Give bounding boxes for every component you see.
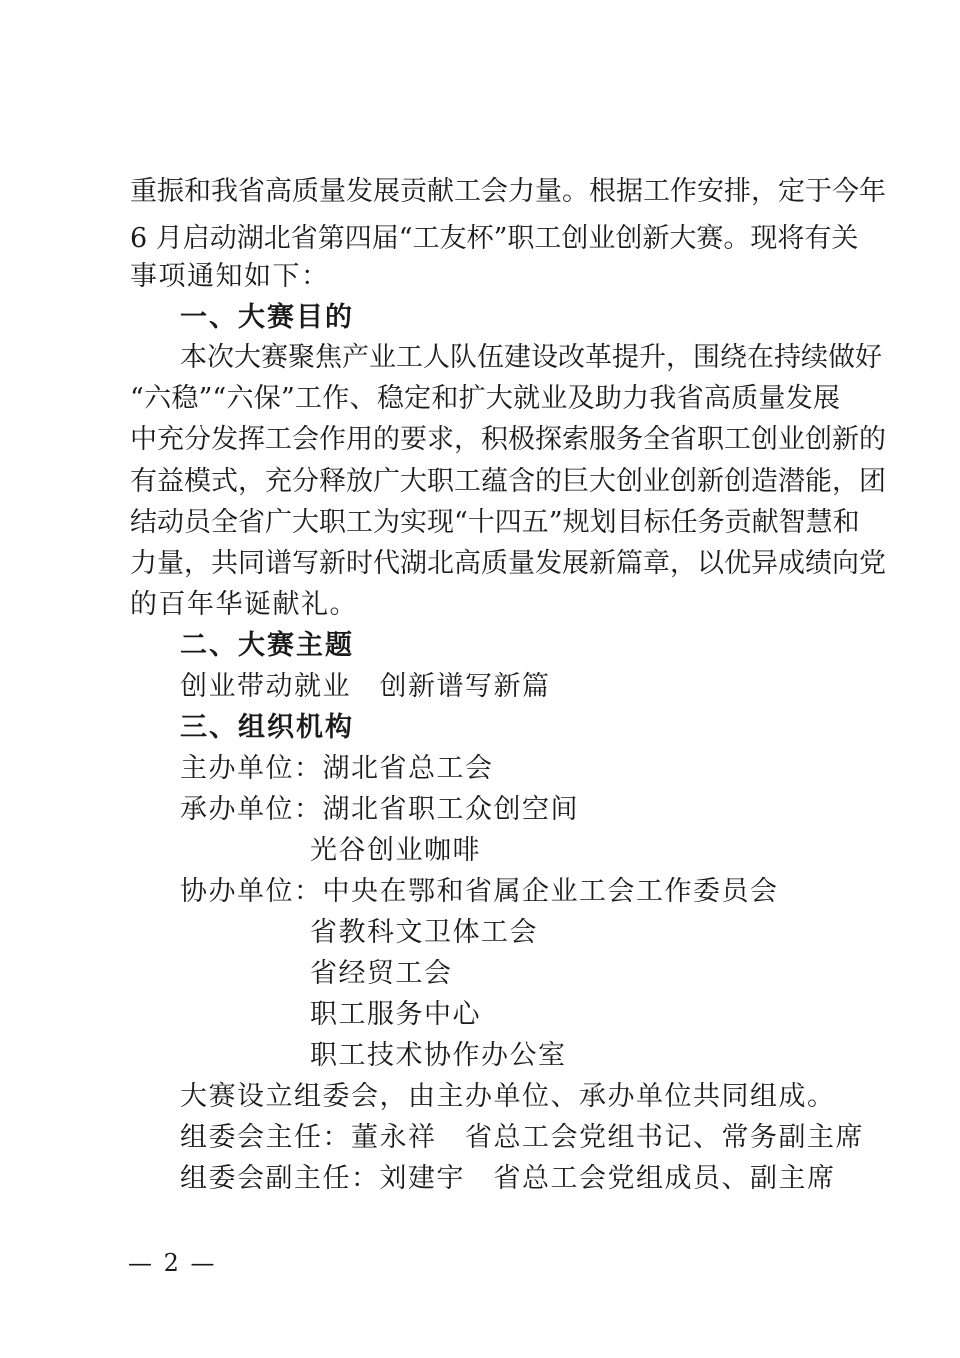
organizer-row xyxy=(180,794,579,826)
co-organizer-value-1: 中央在鄂和省属企业工会工作委员会 xyxy=(322,876,779,907)
host-row xyxy=(180,753,494,785)
co-organizer-value-3: 省经贸工会 xyxy=(310,958,453,989)
section1-line-1: 本次大赛聚焦产业工人队伍建设改革提升，围绕在持续做好 xyxy=(180,342,882,373)
section1-line-4: 有益模式，充分释放广大职工蕴含的巨大创业创新创造潜能，团 xyxy=(130,466,886,497)
intro-line-2: 6 月启动湖北省第四届“工友杯”职工创业创新大赛。现将有关 xyxy=(130,223,859,254)
intro-line-3: 事项通知如下： xyxy=(130,261,330,292)
section1-line-5: 结动员全省广大职工为实现“十四五”规划目标任务贡献智慧和 xyxy=(130,507,860,538)
section1-line-6: 力量，共同谱写新时代湖北高质量发展新篇章，以优异成绩向党 xyxy=(130,548,886,579)
section1-line-2: “六稳”“六保”工作、稳定和扩大就业及助力我省高质量发展 xyxy=(130,383,840,414)
section1-line-3: 中充分发挥工会作用的要求，积极探索服务全省职工创业创新的 xyxy=(130,424,886,455)
co-organizer-label: 协办单位： xyxy=(180,876,323,907)
page-number: — 2 — xyxy=(128,1249,217,1277)
committee-deputy: 组委会副主任：刘建宇 省总工会党组成员、副主席 xyxy=(180,1163,836,1194)
section2-theme: 创业带动就业 创新谱写新篇 xyxy=(180,671,551,702)
host-value: 湖北省总工会 xyxy=(322,753,494,784)
organizer-value-1: 湖北省职工众创空间 xyxy=(322,794,579,825)
co-organizer-value-2: 省教科文卫体工会 xyxy=(310,917,538,948)
section2-heading: 二、大赛主题 xyxy=(180,630,354,661)
co-organizer-value-5: 职工技术协作办公室 xyxy=(310,1040,567,1071)
committee-note: 大赛设立组委会，由主办单位、承办单位共同组成。 xyxy=(180,1081,836,1112)
organizer-value-2: 光谷创业咖啡 xyxy=(310,835,481,866)
co-organizer-row xyxy=(180,876,779,908)
section1-line-7: 的百年华诞献礼。 xyxy=(130,589,358,620)
section1-heading: 一、大赛目的 xyxy=(180,302,354,333)
intro-line-1: 重振和我省高质量发展贡献工会力量。根据工作安排，定于今年 xyxy=(130,176,886,207)
organizer-label: 承办单位： xyxy=(180,794,323,825)
host-label: 主办单位： xyxy=(180,753,323,784)
co-organizer-value-4: 职工服务中心 xyxy=(310,999,481,1030)
committee-director: 组委会主任：董永祥 省总工会党组书记、常务副主席 xyxy=(180,1122,864,1153)
section3-heading: 三、组织机构 xyxy=(180,712,354,743)
